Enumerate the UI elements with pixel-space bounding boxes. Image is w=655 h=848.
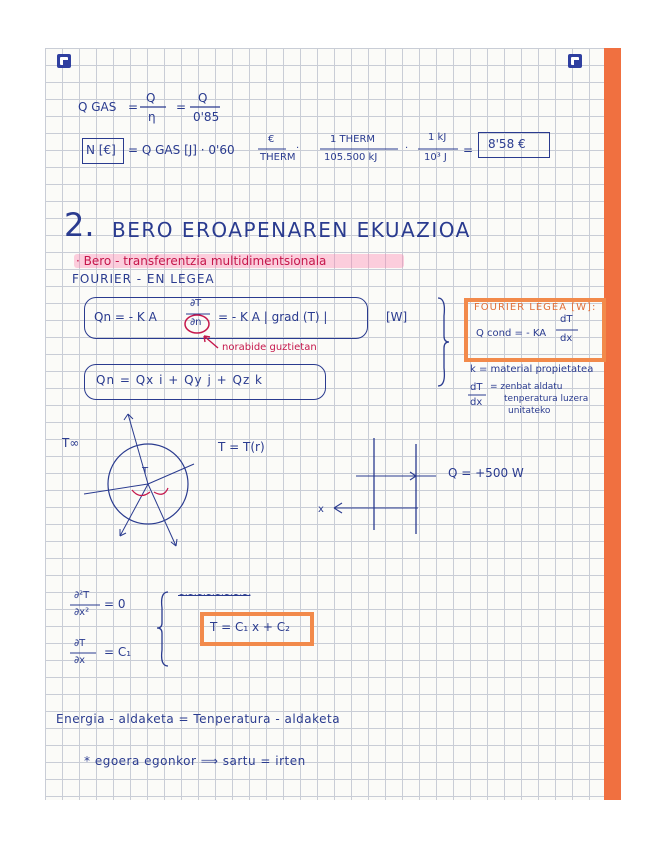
fourier-eq1-right: = - K A | grad (T) | — [218, 310, 328, 324]
equations-brace-icon — [156, 590, 170, 668]
corner-marker-icon-right — [568, 54, 582, 68]
orange-page-edge — [604, 48, 621, 800]
t-small-label: T — [142, 466, 149, 477]
fraction-bar-3 — [258, 148, 286, 150]
q-500w-label: Q = +500 W — [448, 466, 524, 480]
corner-marker-icon-left — [57, 54, 71, 68]
x-axis-label: x — [318, 504, 324, 515]
q-numerator: Q — [146, 91, 156, 105]
first-deriv-num: ∂T — [74, 638, 86, 649]
conv1-den: 105.500 kJ — [324, 152, 378, 163]
dt-note-den: dx — [470, 397, 483, 408]
steady-state-line: * egoera egonkor ⟹ sartu = irten — [84, 754, 306, 768]
fraction-bar-9 — [70, 604, 100, 606]
t-infinity-label: T∞ — [62, 436, 80, 450]
wall-heat-diagram — [326, 438, 436, 538]
fourier-summary-num: dT — [560, 314, 573, 325]
conv2-den: 10³ J — [424, 152, 447, 163]
fourier-summary-title: FOURIER LEGEA [W]: — [474, 302, 597, 313]
section-number: 2. — [64, 206, 95, 244]
right-brace-icon — [436, 296, 450, 388]
fourier-eq1-left: Qn = - K A — [94, 310, 157, 324]
fraction-bar-8 — [468, 394, 486, 396]
energy-balance-line: Energia - aldaketa = Tenperatura - aldaketa — [56, 712, 341, 726]
subtitle: · Bero - transferentzia multidimentsionala — [76, 254, 327, 268]
fourier-law-heading: FOURIER - EN LEGEA — [72, 272, 215, 286]
first-deriv-den: ∂x — [74, 655, 86, 666]
t-of-r-label: T = T(r) — [218, 440, 265, 454]
dt-note-text-1: = zenbat aldatu — [490, 382, 563, 392]
conv2-num: 1 kJ — [428, 132, 447, 143]
fraction-bar-2 — [190, 106, 220, 108]
dt-note-num: dT — [470, 382, 483, 393]
watt-unit: [W] — [386, 310, 408, 324]
pink-arrow-icon — [200, 332, 220, 350]
therm-unit-den: THERM — [260, 152, 296, 163]
fourier-eq2: Qn = Qx i + Qy j + Qz k — [96, 373, 263, 387]
conv1-num: 1 THERM — [330, 134, 376, 145]
fraction-bar-10 — [70, 652, 96, 654]
k-note: k = material propietatea — [470, 364, 594, 375]
q-gas-times: = Q GAS [J] · 0'60 — [128, 143, 235, 157]
second-deriv-rhs: = 0 — [104, 597, 126, 611]
equals-1: = — [128, 100, 139, 114]
result-value: 8'58 € — [488, 137, 526, 151]
fraction-bar-1 — [140, 106, 166, 108]
radial-conduction-diagram — [80, 412, 220, 552]
dot-2: · — [405, 143, 409, 154]
dot-1: · — [296, 143, 300, 154]
second-deriv-num: ∂²T — [74, 590, 90, 601]
partial-t-num: ∂T — [190, 298, 202, 309]
q-numerator-2: Q — [198, 91, 208, 105]
partial-n-den: ∂n — [190, 317, 202, 328]
section-title: BERO EROAPENAREN EKUAZIOA — [112, 218, 471, 242]
fraction-bar-7 — [556, 329, 578, 331]
general-solution: T = C₁ x + C₂ — [210, 620, 290, 634]
direction-note: norabide guztietan — [222, 342, 317, 353]
scribbled-out-text: ~~~~~~~~ — [178, 588, 251, 602]
equals-3: = — [463, 143, 474, 157]
eta-denominator: η — [148, 110, 156, 124]
equals-2: = — [176, 100, 187, 114]
euro-unit-num: € — [268, 134, 275, 145]
dt-note-text-3: unitateko — [508, 406, 551, 416]
fourier-summary-eq: Q cond = - KA — [476, 328, 547, 339]
dt-note-text-2: tenperatura luzera — [504, 394, 589, 404]
second-deriv-den: ∂x² — [74, 607, 90, 618]
q-gas-label: Q GAS — [78, 100, 117, 114]
fourier-summary-den: dx — [560, 333, 573, 344]
fraction-bar-5 — [418, 148, 458, 150]
fraction-bar-4 — [320, 148, 398, 150]
first-deriv-rhs: = C₁ — [104, 645, 132, 659]
efficiency-denominator: 0'85 — [193, 110, 220, 124]
n-euro-label: N [€] — [86, 143, 116, 157]
